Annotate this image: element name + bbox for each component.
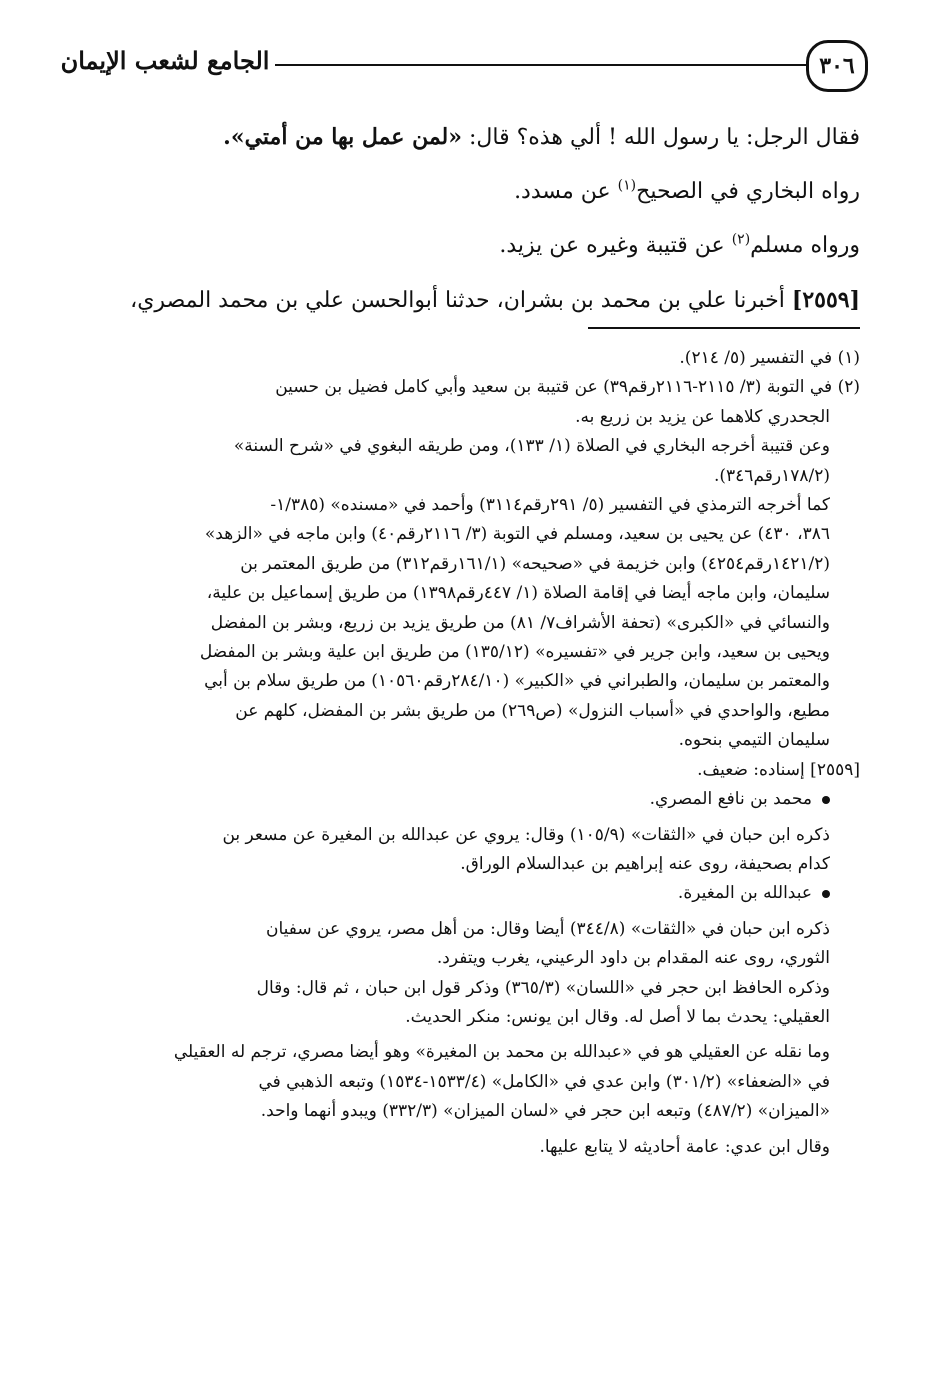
hadith-quote: «لمن عمل بها من أمتي». [223, 124, 462, 150]
narrator-note-line: كدام بصحيفة، روى عنه إبراهيم بن عبدالسلام الوراق. [460, 853, 830, 874]
narrator-2-name: عبدالله بن المغيرة. [677, 883, 812, 904]
footnote-marker-1[interactable]: (١) [617, 177, 637, 194]
footnote-line: والمعتمر بن سليمان، والطبراني في «الكبير» (٢٨٤/١٠رقم١٠٥٦٠) من طريق سلام بن أبي [204, 671, 830, 692]
narrator-2 [78, 879, 860, 908]
closing-note-line: في «الضعفاء» (٣٠١/٢) وابن عدي في «الكامل» (١٥٣٣/٤-١٥٣٤) وتبعه الذهبي في [258, 1071, 830, 1092]
footnote-line: (١٤٢١/٢رقم٤٢٥٤) وابن خزيمة في «صحيحه» (١٦١/١رقم٣١٢) من طريق المعتمر بن [240, 553, 830, 574]
narrator-note-line: ذكره ابن حبان في «الثقات» (١٠٥/٩) وقال: يروي عن عبدالله بن المغيرة عن مسعر بن [222, 824, 830, 845]
narrator-note-line: ذكره ابن حبان في «الثقات» (٣٤٤/٨) أيضا وقال: من أهل مصر، يروي عن سفيان [266, 918, 830, 939]
narrator-note-line: العقيلي: يحدث بما لا أصل له. وقال ابن يونس: منكر الحديث. [405, 1006, 830, 1027]
main-line-2-rest: عن مسدد. [514, 179, 618, 204]
main-line-1-text: فقال الرجل: يا رسول الله ! ألي هذه؟ قال: [462, 125, 860, 150]
narrator-note-line: الثوري، روى عنه المقدام بن داود الرعيني، يغرب ويتفرد. [436, 948, 830, 969]
footnote-line: (١) في التفسير (٥/ ٢١٤). [679, 348, 860, 368]
main-line-3 [78, 219, 860, 273]
hadith-number: [٢٥٥٩] [791, 287, 860, 313]
narrator-1-name: محمد بن نافع المصري. [649, 789, 812, 810]
closing-note-line: «الميزان» (٤٨٧/٢) وتبعه ابن حجر في «لسان الميزان» (٣٣٢/٣) ويبدو أنهما واحد. [260, 1101, 830, 1122]
footnote-line: وعن قتيبة أخرجه البخاري في الصلاة (١/ ١٣٣)، ومن طريقه البغوي في «شرح السنة» [233, 436, 830, 457]
footnote-line: والنسائي في «الكبرى» (تحفة الأشراف٧/ ٨١) من طريق يزيد بن زريع، وبشر بن المفضل [210, 612, 830, 633]
closing-note-line: وما نقله عن العقيلي هو في «عبدالله بن محمد بن المغيرة» وهو أيضا مصري، ترجم له العقيلي [173, 1042, 830, 1063]
main-line-1 [78, 110, 860, 165]
header-rule [275, 64, 806, 66]
final-note: وقال ابن عدي: عامة أحاديثه لا يتابع عليها. [539, 1136, 830, 1157]
narrator-note-line: وذكره الحافظ ابن حجر في «اللسان» (٣٦٥/٣) وذكر قول ابن حبان ، ثم قال: وقال [256, 977, 830, 998]
footnote-line: الجحدري كلاهما عن يزيد بن زريع به. [575, 406, 830, 427]
footnote-line: ويحيى بن سعيد، وابن جرير في «تفسيره» (١٣٥/١٢) من طريق ابن علية وبشر بن المفضل [199, 642, 830, 663]
page-number: ٣٠٦ [806, 40, 868, 92]
footnote-line: (٢) في التوبة (٣/ ٢١١٥-٢١١٦رقم٣٩) عن قتيبة بن سعيد وأبي كامل فضيل بن حسين [275, 377, 860, 398]
main-line-4 [78, 273, 860, 328]
narrator-1 [78, 785, 860, 814]
footnote-line: (١٧٨/٢رقم٣٤٦). [713, 465, 830, 486]
footnote-separator [588, 327, 860, 329]
footnote-line: مطيع، والواحدي في «أسباب النزول» (ص٢٦٩) من طريق بشر بن المفضل، كلهم عن [235, 700, 830, 721]
footnote-line: ٣٨٦، ٤٣٠) عن يحيى بن سعيد، ومسلم في التوبة (٣/ ٢١١٦رقم٤٠) وابن ماجه في «الزهد» [204, 524, 830, 545]
book-title: الجامع لشعب الإيمان [60, 46, 270, 75]
page-header [60, 40, 868, 100]
footnote-line: كما أخرجه الترمذي في التفسير (٥/ ٢٩١رقم٣١١٤) وأحمد في «مسنده» (١/٣٨٥- [270, 495, 830, 516]
footnotes-section [78, 344, 860, 1162]
bullet-icon [822, 796, 830, 804]
main-line-4-text: أخبرنا علي بن محمد بن بشران، حدثنا أبوالحسن علي بن محمد المصري، [130, 288, 792, 313]
footnote-line: سليمان التيمي بنحوه. [678, 730, 830, 751]
main-line-3-text: ورواه مسلم [750, 233, 860, 258]
main-text [78, 110, 860, 328]
footnote-line: سليمان، وابن ماجه أيضا في إقامة الصلاة (١/ ٤٤٧رقم١٣٩٨) من طريق إسماعيل بن علية، [206, 583, 830, 604]
isnad-grade: [٢٥٥٩] إسناده: ضعيف. [697, 759, 860, 780]
main-line-3-rest: عن قتيبة وغيره عن يزيد. [499, 233, 732, 258]
main-line-2 [78, 165, 860, 219]
footnote-marker-2[interactable]: (٢) [731, 231, 751, 248]
main-line-2-text: رواه البخاري في الصحيح [636, 179, 860, 204]
bullet-icon [822, 890, 830, 898]
